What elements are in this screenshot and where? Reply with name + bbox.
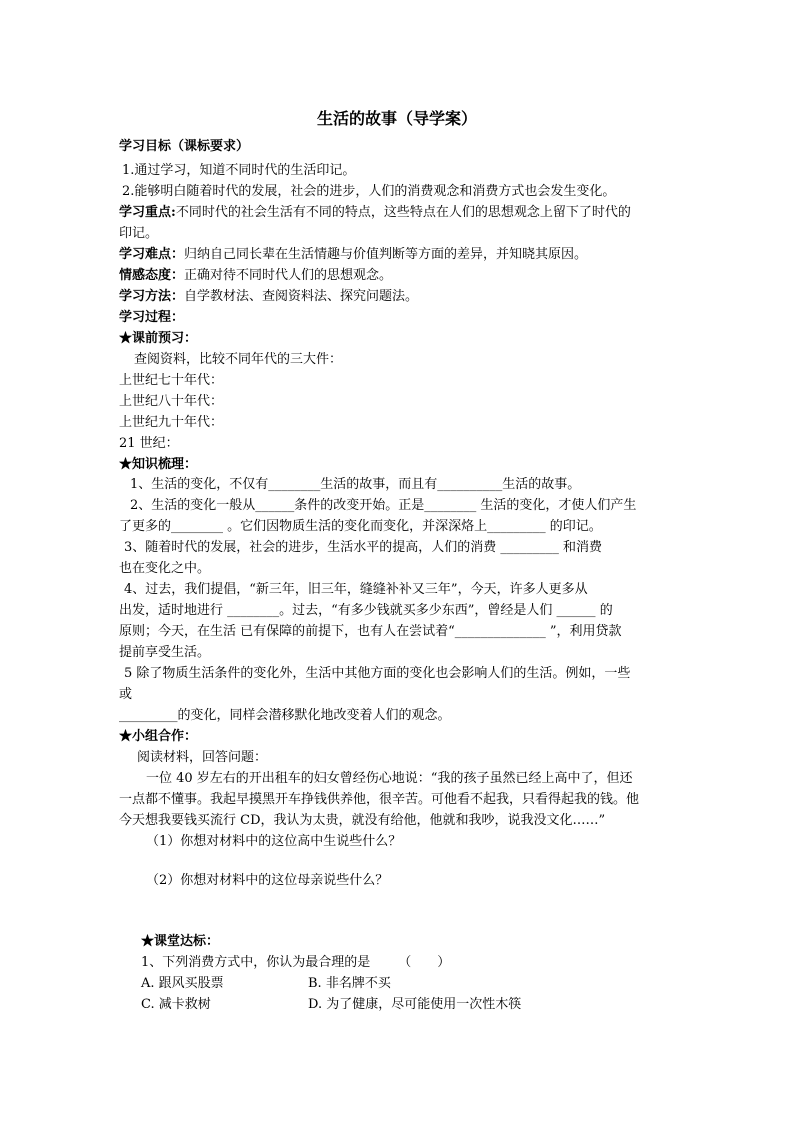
attitude-label: 情感态度： [119, 268, 185, 283]
answer-parentheses: （ ） [398, 955, 451, 970]
knowledge-line: _________的变化，同样会潜移默化地改变着人们的观念。 [119, 708, 451, 723]
preview-heading: ★课前预习： [119, 331, 198, 346]
option-c: C. 减卡救树 [141, 997, 211, 1012]
option-a: A. 跟风买股票 [141, 976, 224, 991]
objective-item-2: 2.能够明白随着时代的发展，社会的进步，人们的消费观念和消费方式也会发生变化。 [122, 184, 616, 199]
key-point-text: 不同时代的社会生活有不同的特点，这些特点在人们的思想观念上留下了时代的 [175, 205, 631, 220]
group-question-2: （2）你想对材料中的这位母亲说些什么？ [146, 873, 389, 888]
group-heading: ★小组合作： [119, 729, 198, 744]
option-d: D. 为了健康，尽可能使用一次性木筷 [308, 997, 522, 1012]
knowledge-line: 或 [119, 687, 133, 702]
material-line: 今天想我要钱买流行 CD，我认为太贵，就没有给他，他就和我吵，说我没文化……” [119, 813, 606, 828]
objectives-heading: 学习目标（课标要求） [119, 139, 250, 154]
classwork-heading: ★课堂达标： [141, 934, 220, 949]
attitude-text: 正确对待不同时代人们的思想观念。 [184, 268, 393, 283]
material-line: 一点都不懂事。我起早摸黑开车挣钱供养他，很辛苦。可他看不起我，只看得起我的钱。他 [119, 792, 640, 807]
preview-item-70s: 上世纪七十年代： [119, 373, 224, 388]
classwork-question [141, 953, 701, 973]
preview-item-21c: 21 世纪： [119, 436, 179, 451]
option-b: B. 非名牌不买 [308, 976, 391, 991]
key-point-line-2: 印记。 [119, 226, 159, 241]
difficulty-text: 归纳自己同长辈在生活情趣与价值判断等方面的差异，并知晓其原因。 [184, 247, 588, 262]
key-point-line-1 [119, 203, 679, 223]
difficulty-label: 学习难点： [119, 247, 185, 262]
group-intro: 阅读材料，回答问题： [137, 750, 268, 765]
preview-item-80s: 上世纪八十年代： [119, 394, 224, 409]
objective-item-1: 1.通过学习，知道不同时代的生活印记。 [122, 163, 356, 178]
method-label: 学习方法： [119, 289, 185, 304]
method-text: 自学教材法、查阅资料法、探究问题法。 [184, 289, 419, 304]
attitude-line [119, 266, 679, 286]
knowledge-line: 4、过去，我们提倡，“新三年，旧三年，缝缝补补又三年”，今天，许多人更多从 [124, 582, 588, 597]
knowledge-line: 3、随着时代的发展，社会的进步，生活水平的提高，人们的消费 _________ 和消费 [124, 540, 603, 555]
knowledge-line: 5 除了物质生活条件的变化外，生活中其他方面的变化也会影响人们的生活。例如，一些 [124, 666, 631, 681]
preview-intro: 查阅资料，比较不同年代的三大件： [134, 352, 343, 367]
knowledge-line: 提前享受生活。 [119, 645, 211, 660]
method-line [119, 287, 679, 307]
preview-item-90s: 上世纪九十年代： [119, 415, 224, 430]
document-title: 生活的故事（导学案） [316, 109, 477, 128]
knowledge-line: 也在变化之中。 [119, 561, 211, 576]
group-question-1: （1）你想对材料中的这位高中生说些什么？ [146, 834, 402, 849]
knowledge-heading: ★知识梳理： [119, 457, 198, 472]
knowledge-line: 1、生活的变化，不仅有________生活的故事，而且有__________生活的故事。 [130, 477, 581, 492]
material-line: 一位 40 岁左右的开出租车的妇女曾经伤心地说：“我的孩子虽然已经上高中了，但还 [146, 771, 633, 786]
question-text: 1、下列消费方式中，你认为最合理的是 [141, 955, 371, 970]
key-point-label: 学习重点: [119, 205, 176, 220]
knowledge-line: 原则；今天，在生活 已有保障的前提下，也有人在尝试着“______________ ”，利用贷款 [119, 624, 622, 639]
process-heading: 学习过程： [119, 310, 185, 325]
knowledge-line: 2、生活的变化一般从______条件的改变开始。正是________ 生活的变化，才使人们产生 [130, 498, 637, 513]
knowledge-line: 出发，适时地进行 ________。过去，“有多少钱就买多少东西”，曾经是人们 ______ 的 [119, 603, 613, 618]
knowledge-line: 了更多的________ 。它们因物质生活的变化而变化，并深深烙上_________ 的印记。 [119, 519, 602, 534]
difficulty-line [119, 245, 679, 265]
